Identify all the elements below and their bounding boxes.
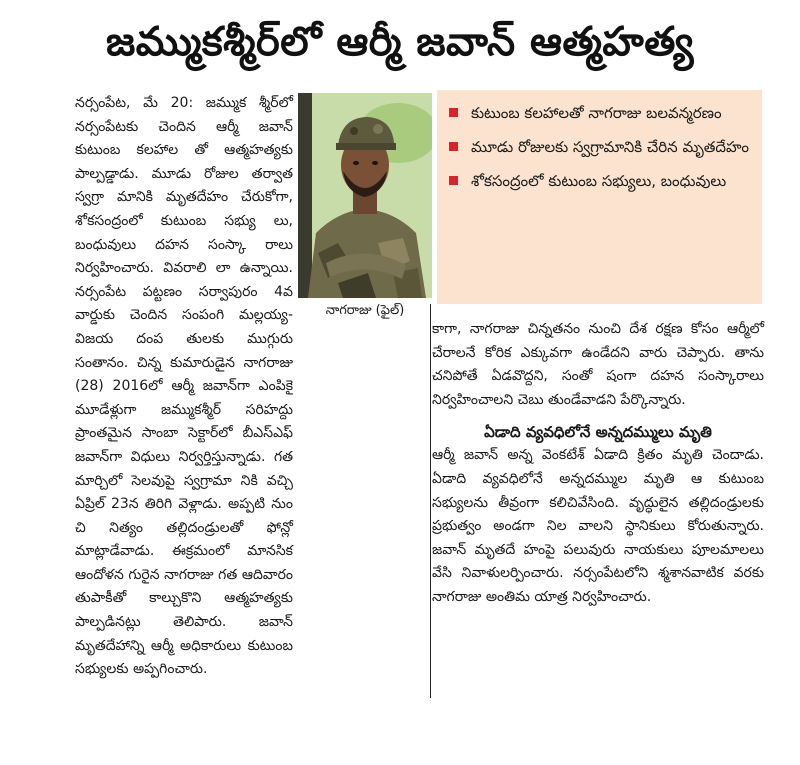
bullet-square-icon — [449, 108, 458, 117]
column-divider — [430, 304, 431, 698]
highlight-item — [449, 130, 762, 164]
article-paragraph: ఆర్మీ జవాన్‌ అన్న వెంకటేశ్‌ ఏడాది క్రితం మృతి చెందాడు. ఏడాది వ్యవధిలోనే అన్నదమ్ముల మృతి ఆ కుటుంబ సభ్యులను తీవ్రంగా కలిచివేసింది. వృద్ధులైన తల్లిదండ్రులకు ప్రభుత్వం అండగా నిల వాలని స్థానికులు కోరుతున్నారు. జవాన్‌ మృతదే హంపై పలువురు నాయకులు పూలమాలలు వేసి నివాళులర్పించారు. నర్సంపేటలోని శ్మశానవాటిక వరకు నాగరాజు అంతిమ యాత్ర నిర్వహించారు. — [432, 447, 764, 605]
highlight-text: శోకసంద్రంలో కుటుంబ సభ్యులు, బంధువులు — [471, 172, 727, 190]
bullet-square-icon — [449, 142, 458, 151]
highlight-item — [449, 96, 762, 130]
highlight-text: కుటుంబ కలహాలతో నాగరాజు బలవన్మరణం — [471, 104, 722, 122]
article-left-column — [75, 92, 293, 682]
article-right-column — [432, 318, 764, 610]
article-paragraph: కాగా, నాగరాజు చిన్నతనం నుంచి దేశ రక్షణ కోసం ఆర్మీలో చేరాలనే కోరిక ఎక్కువగా ఉండేదని వారు చెప్పారు. తాను చనిపోతే ఏడవొద్దని, సంతో షంగా దహన సంస్కారాలు నిర్వహించాలని చెబు తుండేవాడని పేర్కొన్నారు. — [432, 321, 764, 408]
photo-caption: నాగరాజు (ఫైల్‌) — [325, 303, 405, 318]
headline: జమ్ముకశ్మీర్‌లో ఆర్మీ జవాన్‌ ఆత్మహత్య — [106, 19, 694, 65]
bullet-square-icon — [449, 176, 458, 185]
highlights-box — [437, 90, 762, 304]
article-paragraph: నర్సంపేట, మే 20: జమ్ముక శ్మీర్‌లో నర్సంపేటకు చెందిన ఆర్మీ జవాన్‌ కుటుంబ కలహాల తో ఆత్మహత్యకు పాల్పడ్డాడు. మూడు రోజుల తర్వాత స్వగ్రా మానికి మృతదేహం చేరుకోగా, శోకసంద్రంలో కుటుంబ సభ్యు లు, బంధువులు దహన సంస్కా రాలు నిర్వహించారు. వివరాలి లా ఉన్నాయి. నర్సంపేట పట్టణం సర్వాపురం 4వ వార్డుకు చెందిన సంపంగి మల్లయ్య-విజయ దంప తులకు ముగ్గురు సంతానం. చిన్న కుమారుడైన నాగరాజు (28) 2016లో ఆర్మీ జవాన్‌గా ఎంపికై మూడేళ్లుగా జమ్ముకశ్మీర్‌ సరిహద్దు ప్రాంతమైన సాంబా సెక్టార్‌లో బీఎస్‌ఎఫ్‌ జవాన్‌గా విధులు నిర్వర్తిస్తున్నాడు. గత మార్చిలో సెలవుపై స్వగ్రామా నికి వచ్చి ఏప్రిల్‌ 23న తిరిగి వెళ్లాడు. అప్పటి నుం చి నిత్యం తల్లిదండ్రులతో ఫోన్లో మాట్లాడేవాడు. ఈక్రమంలో మానసిక ఆందోళన గురైన నాగరాజు గత ఆదివారం తుపాకీతో కాల్చుకొని ఆత్మహత్యకు పాల్పడినట్లు తెలిపారు. జవాన్‌ మృతదేహాన్ని ఆర్మీ అధికారులు కుటుంబ సభ్యులకు అప్పగించారు. — [75, 95, 293, 678]
soldier-photo-illustration — [298, 93, 432, 298]
highlight-item — [449, 164, 762, 198]
subheading: ఏడాది వ్యవధిలోనే అన్నదమ్ములు మృతి — [484, 423, 712, 442]
soldier-photo — [298, 93, 432, 298]
highlight-text: మూడు రోజులకు స్వగ్రామానికి చేరిన మృతదేహం — [471, 138, 749, 156]
highlights-list — [437, 90, 762, 198]
